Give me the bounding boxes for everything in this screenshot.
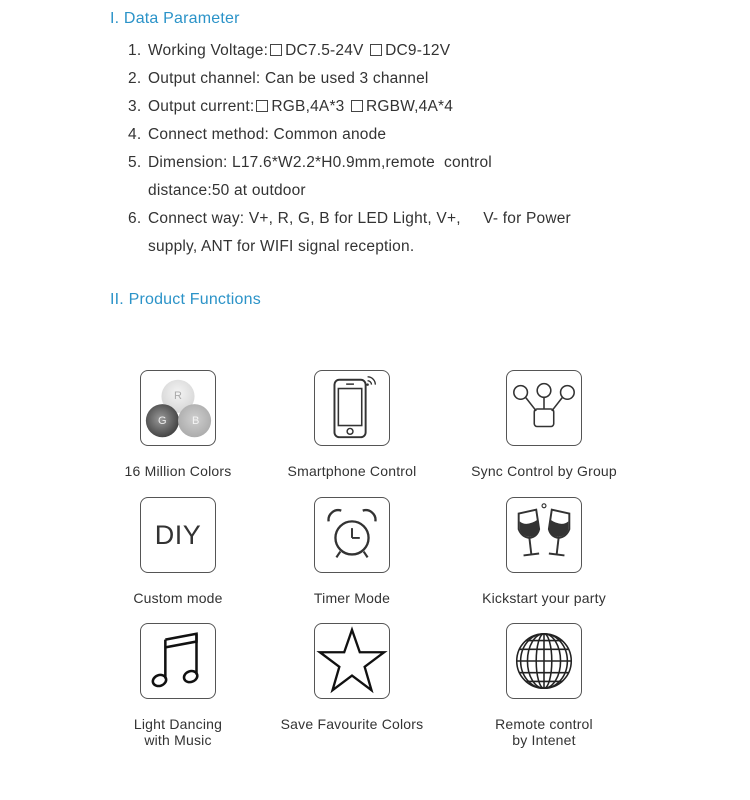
item-line: supply, ANT for WIFI signal reception. <box>148 238 415 255</box>
function-save-favourite-colors <box>252 623 452 732</box>
section-title-data-parameter: I. Data Parameter <box>110 10 240 27</box>
group-sync-graphic <box>507 371 581 445</box>
function-kickstart-party <box>444 497 644 606</box>
music-note-icon <box>140 623 216 699</box>
smartphone-graphic <box>315 371 389 445</box>
item-text <box>148 93 648 121</box>
function-16-million-colors <box>78 370 278 479</box>
g-letter: G <box>158 415 167 427</box>
rgb-circles-icon <box>140 370 216 446</box>
checkbox-icon <box>270 44 282 56</box>
champagne-glasses-graphic <box>507 498 581 572</box>
champagne-glasses-icon <box>506 497 582 573</box>
function-label: Custom mode <box>133 590 223 606</box>
alarm-clock-icon <box>314 497 390 573</box>
item-number: 6. <box>128 210 142 227</box>
item-line: Dimension: L17.6*W2.2*H0.9mm,remote control <box>148 154 492 171</box>
option-text: RGBW,4A*4 <box>366 98 454 115</box>
item-number: 5. <box>128 154 142 171</box>
item-number: 4. <box>128 126 142 143</box>
globe-graphic <box>507 624 581 698</box>
function-label: Timer Mode <box>313 590 391 606</box>
parameter-item <box>128 205 648 261</box>
function-light-dancing-music <box>78 623 278 748</box>
item-number: 3. <box>128 98 142 115</box>
function-label: Light Dancing with Music <box>133 716 223 748</box>
parameter-item <box>128 65 648 93</box>
smartphone-icon <box>314 370 390 446</box>
parameter-item <box>128 121 648 149</box>
item-label: Output current: <box>148 98 255 115</box>
option-text: DC7.5-24V <box>285 42 364 59</box>
function-timer-mode <box>252 497 452 606</box>
checkbox-icon <box>370 44 382 56</box>
star-graphic <box>315 624 389 698</box>
function-sync-control-group <box>444 370 644 479</box>
item-text: Output channel: Can be used 3 channel <box>148 70 429 87</box>
option-text: RGB,4A*3 <box>271 98 345 115</box>
function-remote-control-internet <box>444 623 644 748</box>
globe-icon <box>506 623 582 699</box>
checkbox-icon <box>256 100 268 112</box>
function-custom-mode <box>78 497 278 606</box>
item-line: distance:50 at outdoor <box>148 182 306 199</box>
item-line: Connect way: V+, R, G, B for LED Light, V+, V- for Power <box>148 210 571 227</box>
parameter-item <box>128 149 648 205</box>
function-smartphone-control <box>252 370 452 479</box>
function-label: Remote control by Intenet <box>495 716 593 748</box>
parameter-item <box>128 37 648 65</box>
function-label: Sync Control by Group <box>471 463 617 479</box>
item-text <box>148 205 648 261</box>
function-label: Save Favourite Colors <box>280 716 424 732</box>
r-letter: R <box>174 390 182 402</box>
parameter-item <box>128 93 648 121</box>
group-sync-icon <box>506 370 582 446</box>
item-number: 2. <box>128 70 142 87</box>
item-number: 1. <box>128 42 142 59</box>
diy-text: DIY <box>154 520 202 550</box>
diy-icon <box>140 497 216 573</box>
item-text <box>148 149 648 205</box>
option-text: DC9-12V <box>385 42 451 59</box>
alarm-clock-graphic <box>315 498 389 572</box>
section-title-product-functions: II. Product Functions <box>110 291 261 308</box>
music-note-graphic <box>141 624 215 698</box>
function-label: Smartphone Control <box>287 463 417 479</box>
function-label: 16 Million Colors <box>124 463 232 479</box>
rgb-circles-graphic <box>141 371 215 445</box>
star-icon <box>314 623 390 699</box>
item-text: Connect method: Common anode <box>148 126 387 143</box>
item-text <box>148 37 648 65</box>
b-letter: B <box>192 415 200 427</box>
parameter-list <box>128 37 648 261</box>
item-label: Working Voltage: <box>148 42 269 59</box>
checkbox-icon <box>351 100 363 112</box>
function-label: Kickstart your party <box>482 590 606 606</box>
